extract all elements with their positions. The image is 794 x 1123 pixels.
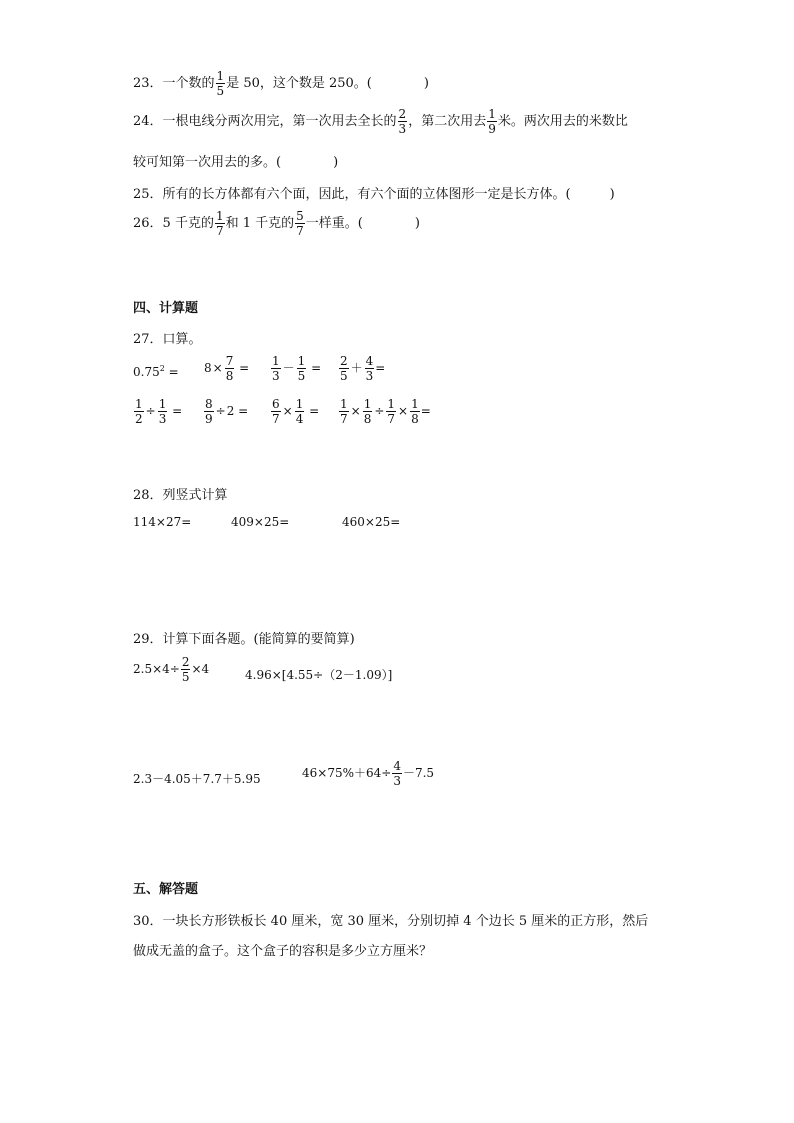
- q24-frac2-num: 1: [488, 107, 496, 121]
- q27-e8-op2: ÷: [374, 404, 385, 418]
- q24-text-post: 米。两次用去的米数比: [497, 114, 628, 129]
- q27-e8-num1: 1: [340, 397, 348, 411]
- q27-e7-op: ×: [282, 404, 293, 418]
- q27-e3-equals: =: [307, 361, 322, 375]
- q23-frac-den: 5: [216, 84, 225, 98]
- q27-e8-den4: 8: [411, 412, 419, 426]
- q27-e5-num2: 1: [158, 397, 167, 411]
- q29-expr-4: [302, 760, 434, 787]
- q23-fraction: [216, 70, 226, 97]
- q27-e3-num2: 1: [297, 354, 306, 368]
- q28-item-1: 114×27=: [133, 515, 192, 529]
- q27-e6-op: ÷: [215, 404, 226, 418]
- q27-e4-den2: 3: [365, 369, 374, 383]
- fraction: [386, 398, 396, 425]
- fraction: [339, 398, 349, 425]
- question-24-line-2: 较可知第一次用去的多。( ): [133, 155, 339, 170]
- q27-e1-exponent: 2: [159, 364, 165, 373]
- fraction: [410, 398, 420, 425]
- question-30-line-1: 30．一块长方形铁板长 40 厘米，宽 30 厘米，分别切掉 4 个边长 5 厘米的正方形，然后: [133, 914, 649, 929]
- q24-text-mid: ，第二次用去: [408, 114, 487, 129]
- q26-text-pre: 26．5 千克的: [133, 216, 214, 231]
- question-23: [133, 70, 429, 97]
- q27-e6-int: 2: [226, 404, 235, 418]
- q29-e4-pre: 46×75%＋64÷: [302, 766, 392, 780]
- q27-e2-int: 8: [204, 361, 212, 375]
- q27-e8-num4: 1: [411, 397, 419, 411]
- q27-e7-den2: 4: [295, 412, 304, 426]
- q27-e8-op1: ×: [350, 404, 361, 418]
- question-24: [133, 108, 628, 135]
- q27-e8-op3: ×: [398, 404, 409, 418]
- q29-e4-post: －7.5: [402, 766, 435, 780]
- q27-e4-num2: 4: [365, 354, 374, 368]
- q27-e5-num1: 1: [135, 397, 143, 411]
- q27-e8-num2: 1: [363, 397, 372, 411]
- q27-e8-den2: 8: [363, 412, 372, 426]
- q26-frac1-den: 7: [215, 224, 224, 238]
- q27-e4-num1: 2: [340, 354, 348, 368]
- q29-e1-num: 2: [181, 655, 190, 669]
- q27-e4-op: ＋: [350, 361, 363, 375]
- question-26: [133, 210, 420, 237]
- q27-e8-num3: 1: [387, 397, 396, 411]
- q24-text-pre: 24．一根电线分两次用完，第一次用去全长的: [133, 114, 397, 129]
- q23-text-post: 是 50，这个数是 250。( ): [226, 76, 429, 91]
- section-4-heading: 四、计算题: [133, 301, 199, 316]
- question-25: 25．所有的长方体都有六个面，因此，有六个面的立体图形一定是长方体。( ): [133, 187, 615, 202]
- q27-e5-den1: 2: [135, 412, 143, 426]
- q27-e3-den1: 3: [272, 369, 280, 383]
- fraction: [271, 355, 281, 382]
- q29-e4-den: 3: [393, 774, 401, 788]
- question-28-title: 28．列竖式计算: [133, 488, 228, 503]
- q29-expr-2: 4.96×[4.55÷（2－1.09）]: [245, 668, 393, 682]
- fraction: [158, 398, 168, 425]
- fraction: [365, 355, 375, 382]
- q29-e4-num: 4: [393, 759, 401, 773]
- question-27-title: 27．口算。: [133, 332, 202, 347]
- q27-expr-3: [270, 355, 321, 382]
- q29-e1-pre: 2.5×4÷: [133, 662, 180, 676]
- fraction: [134, 398, 144, 425]
- q27-e8-equals: =: [420, 404, 431, 418]
- q26-fraction-2: [295, 210, 305, 237]
- fraction: [225, 355, 235, 382]
- q29-expr-3: 2.3－4.05＋7.7＋5.95: [133, 772, 261, 786]
- question-30-line-2: 做成无盖的盒子。这个盒子的容积是多少立方厘米？: [133, 944, 433, 959]
- q26-frac1-num: 1: [215, 209, 224, 223]
- q24-fraction-1: [398, 108, 408, 135]
- q29-e1-post: ×4: [191, 662, 210, 676]
- q27-e2-op: ×: [212, 361, 223, 375]
- q27-expr-6: [203, 398, 248, 425]
- fraction: [363, 398, 373, 425]
- q26-text-mid: 和 1 千克的: [225, 216, 295, 231]
- q27-e2-den: 8: [225, 369, 234, 383]
- section-5-heading: 五、解答题: [133, 882, 199, 897]
- q28-item-2: 409×25=: [231, 515, 290, 529]
- q24-frac1-num: 2: [398, 107, 407, 121]
- fraction: [181, 656, 191, 683]
- q29-e1-den: 5: [181, 670, 190, 684]
- q27-e7-num1: 6: [272, 397, 280, 411]
- fraction: [339, 355, 349, 382]
- q27-e1-equals: =: [164, 365, 179, 379]
- q27-expr-8: [338, 398, 431, 425]
- q27-e5-equals: =: [168, 404, 183, 418]
- fraction: [295, 398, 305, 425]
- q27-e6-num: 8: [205, 397, 213, 411]
- q24-frac1-den: 3: [398, 122, 407, 136]
- q27-e4-den1: 5: [340, 369, 348, 383]
- q27-e5-op: ÷: [145, 404, 156, 418]
- q27-e7-equals: =: [305, 404, 320, 418]
- q27-e2-num: 7: [225, 354, 234, 368]
- q27-e2-equals: =: [235, 361, 250, 375]
- q26-frac2-num: 5: [296, 209, 304, 223]
- q24-frac2-den: 9: [488, 122, 496, 136]
- question-29-title: 29．计算下面各题。(能简算的要简算): [133, 632, 355, 647]
- q28-item-3: 460×25=: [342, 515, 401, 529]
- q26-fraction-1: [215, 210, 225, 237]
- q26-frac2-den: 7: [296, 224, 304, 238]
- q27-expr-7: [270, 398, 319, 425]
- q27-e7-den1: 7: [272, 412, 280, 426]
- q27-e4-equals: =: [375, 361, 386, 375]
- q27-e6-den: 9: [205, 412, 213, 426]
- fraction: [392, 760, 402, 787]
- fraction: [297, 355, 307, 382]
- q27-expr-2: [204, 355, 249, 382]
- q27-e8-den3: 7: [387, 412, 396, 426]
- q27-expr-1: [133, 364, 179, 379]
- q24-fraction-2: [487, 108, 497, 135]
- q27-e7-num2: 1: [295, 397, 304, 411]
- q27-e6-equals: =: [234, 404, 249, 418]
- q27-e1-base: 0.75: [133, 365, 160, 379]
- q23-frac-num: 1: [216, 69, 225, 83]
- q27-e8-den1: 7: [340, 412, 348, 426]
- q27-e3-num1: 1: [272, 354, 280, 368]
- q27-expr-4: [338, 355, 385, 382]
- q23-text-pre: 23．一个数的: [133, 76, 215, 91]
- q27-e3-op: －: [282, 361, 295, 375]
- q29-expr-1: [133, 656, 209, 683]
- q27-e3-den2: 5: [297, 369, 306, 383]
- fraction: [271, 398, 281, 425]
- fraction: [204, 398, 214, 425]
- q26-text-post: 一样重。( ): [305, 216, 420, 231]
- q27-expr-5: [133, 398, 182, 425]
- q27-e5-den2: 3: [158, 412, 167, 426]
